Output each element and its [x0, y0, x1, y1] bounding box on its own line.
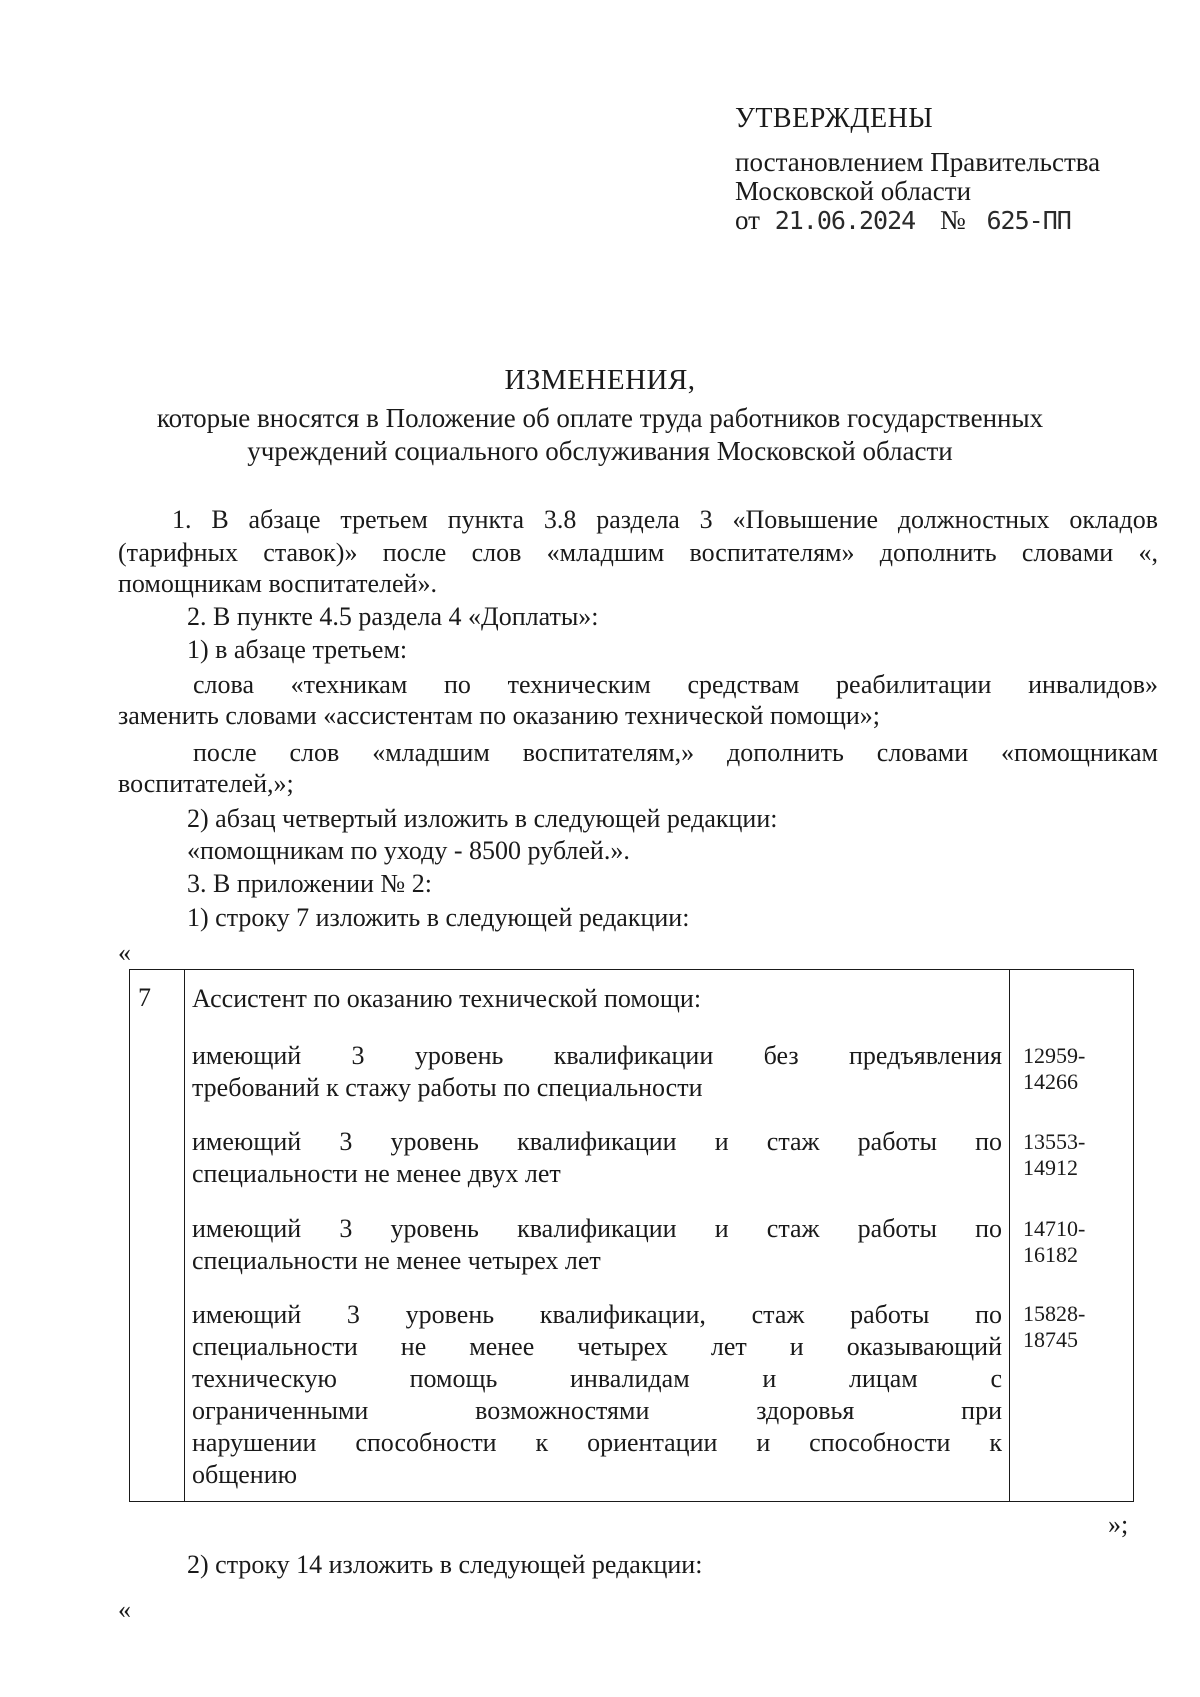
approval-date-line	[735, 205, 1071, 236]
table-row-value: 12959-14266	[1023, 1043, 1086, 1094]
table-row-text-line: нарушении способности к ориентации и способности к	[192, 1428, 1002, 1457]
table-row-value: 13553-14912	[1023, 1129, 1086, 1180]
column-divider	[1009, 970, 1010, 1501]
approval-title: УТВЕРЖДЕНЫ	[735, 103, 934, 134]
p2-item-2-quote: «помощникам по уходу - 8500 рублей.».	[187, 836, 630, 865]
quote-close: »;	[1108, 1510, 1129, 1539]
table-row-value: 15828-18745	[1023, 1301, 1086, 1352]
p1-line-1: 1. В абзаце третьем пункта 3.8 раздела 3 «Повышение должностных окладов	[172, 505, 1158, 534]
table-row-text-line: специальности не менее четырех лет	[192, 1246, 601, 1275]
p2-item-1: 1) в абзаце третьем:	[187, 635, 408, 664]
document-title: ИЗМЕНЕНИЯ,	[504, 364, 696, 396]
p2-item-2: 2) абзац четвертый изложить в следующей редакции:	[187, 804, 778, 833]
column-divider	[184, 970, 185, 1501]
table-row-text-line: требований к стажу работы по специальности	[192, 1073, 703, 1102]
approval-line-1: постановлением Правительства	[735, 147, 1101, 177]
table-row	[192, 1126, 1002, 1190]
number-sign: №	[939, 205, 966, 235]
table-row-text-line: имеющий 3 уровень квалификации и стаж работы по	[192, 1127, 1002, 1156]
document-subtitle-line-2: учреждений социального обслуживания Московской области	[247, 436, 953, 466]
table-row	[192, 1040, 1002, 1104]
approval-line-2: Московской области	[735, 176, 972, 206]
table-header-cell: Ассистент по оказанию технической помощи:	[192, 984, 702, 1013]
p2-item-1b-line-1: после слов «младшим воспитателям,» дополнить словами «помощникам	[193, 738, 1158, 767]
quote-open-2: «	[118, 1595, 131, 1624]
p3-item-1: 1) строку 7 изложить в следующей редакции:	[187, 903, 690, 932]
table-row-text-line: ограниченными возможностями здоровья при	[192, 1396, 1002, 1425]
table-row-text-line: специальности не менее двух лет	[192, 1159, 561, 1188]
table-row-text-line: имеющий 3 уровень квалификации и стаж работы по	[192, 1214, 1002, 1243]
p3-item-2: 2) строку 14 изложить в следующей редакции:	[187, 1550, 703, 1579]
quote-open: «	[118, 938, 131, 967]
table-row-text-line: техническую помощь инвалидам и лицам с	[192, 1364, 1002, 1393]
salary-table	[129, 969, 1134, 1502]
p3-heading: 3. В приложении № 2:	[187, 869, 432, 898]
table-row-text-line: имеющий 3 уровень квалификации без предъявления	[192, 1041, 1002, 1070]
p2-item-1a-line-2: заменить словами «ассистентам по оказанию технической помощи»;	[118, 701, 880, 730]
handwritten-number: 625-ПП	[986, 206, 1071, 235]
table-row-text-line: специальности не менее четырех лет и оказывающий	[192, 1332, 1002, 1361]
table-row-value: 14710-16182	[1023, 1216, 1086, 1267]
table-row-text-line: имеющий 3 уровень квалификации, стаж работы по	[192, 1300, 1002, 1329]
table-row	[192, 1213, 1002, 1277]
p1-line-2: (тарифных ставок)» после слов «младшим воспитателям» дополнить словами «,	[118, 538, 1158, 567]
p2-heading: 2. В пункте 4.5 раздела 4 «Доплаты»:	[187, 602, 599, 631]
table-row	[192, 1299, 1002, 1491]
p2-item-1a-line-1: слова «техникам по техническим средствам реабилитации инвалидов»	[193, 670, 1158, 699]
table-row-number: 7	[138, 983, 151, 1012]
document-subtitle-line-1: которые вносятся в Положение об оплате труда работников государственных	[156, 403, 1044, 433]
handwritten-date: 21.06.2024	[774, 206, 916, 235]
date-prefix: от	[735, 205, 760, 235]
p2-item-1b-line-2: воспитателей,»;	[118, 769, 294, 798]
table-row-text-line: общению	[192, 1460, 298, 1489]
p1-line-3: помощникам воспитателей».	[118, 569, 437, 598]
